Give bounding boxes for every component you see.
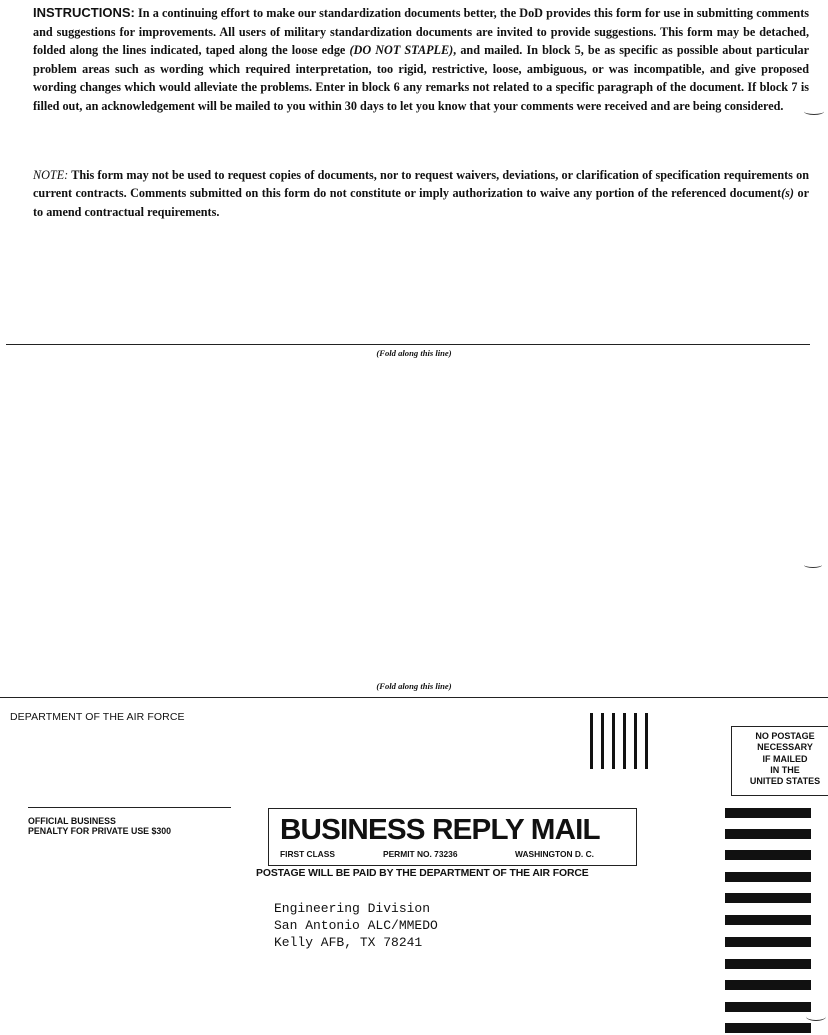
instructions-paragraph — [33, 4, 809, 116]
edge-mark — [804, 108, 824, 115]
business-reply-mail-title: BUSINESS REPLY MAIL — [280, 814, 600, 846]
note-text-2: or to amend contractual requirements. — [33, 186, 809, 219]
fold-label-2: (Fold along this line) — [376, 681, 452, 691]
addressee-block — [274, 900, 438, 952]
no-postage-necessary-box — [731, 726, 828, 796]
note-italic-s: (s) — [781, 186, 794, 201]
official-business-block — [28, 816, 171, 836]
postage-note-line: NO POSTAGE — [755, 731, 815, 741]
fold-line-1 — [6, 344, 810, 345]
permit-city: WASHINGTON D. C. — [515, 849, 594, 859]
addressee-line: Kelly AFB, TX 78241 — [274, 935, 423, 951]
penalty-label: PENALTY FOR PRIVATE USE $300 — [28, 826, 172, 836]
postage-paid-by: POSTAGE WILL BE PAID BY THE DEPARTMENT OF THE AIR FORCE — [256, 868, 589, 879]
first-class-label: FIRST CLASS — [280, 849, 335, 859]
note-paragraph — [33, 166, 809, 221]
sender-department: DEPARTMENT OF THE AIR FORCE — [10, 711, 185, 723]
instructions-lead: INSTRUCTIONS: — [33, 5, 135, 20]
instructions-text-1: In a continuing effort to make our standardization documents better, the DoD provides this form for use in submitting comments and suggestions for improvements. All users of military standardization documents are invited to provide suggestions. This form may be detached, folded along the lines indicated, taped along the loose edge — [33, 6, 809, 58]
fold-label-1: (Fold along this line) — [376, 348, 452, 358]
facing-identification-marks — [590, 713, 650, 769]
postage-note-line: IN THE — [770, 764, 800, 775]
note-text-1: This form may not be used to request copies of documents, nor to request waivers, deviations, or clarification of specification requirements on current contracts. Comments submitted on this form do not constitute or imply authorization to waive any portion of the referenced document — [33, 168, 809, 201]
addressee-line: Engineering Division — [274, 901, 431, 916]
fold-line-2 — [0, 697, 828, 698]
official-business-label: OFFICIAL BUSINESS — [28, 816, 116, 826]
instructions-text-2: , and mailed. In block 5, be as specific as possible about particular problem areas such as wording which required interpretation, too rigid, restrictive, loose, ambiguous, or was incompatible, and give proposed wording changes which would alleviate the problems. Enter in block 6 any remarks not related to a specific paragraph of the document. If block 7 is filled out, an acknowledgement will be mailed to you within 30 days to let you know that your comments were received and are being considered. — [33, 43, 810, 113]
permit-number: PERMIT NO. 73236 — [383, 849, 458, 859]
edge-mark — [804, 562, 822, 568]
postage-note-line: IF MAILED — [762, 753, 808, 764]
official-business-rule — [28, 807, 231, 808]
note-lead: NOTE: — [33, 168, 69, 182]
edge-mark — [806, 1012, 826, 1021]
addressee-line: San Antonio ALC/MMEDO — [274, 918, 438, 934]
instructions-do-not-staple: (DO NOT STAPLE) — [349, 43, 454, 58]
postage-note-line: NECESSARY — [757, 742, 813, 753]
postage-note-line: UNITED STATES — [749, 776, 821, 787]
